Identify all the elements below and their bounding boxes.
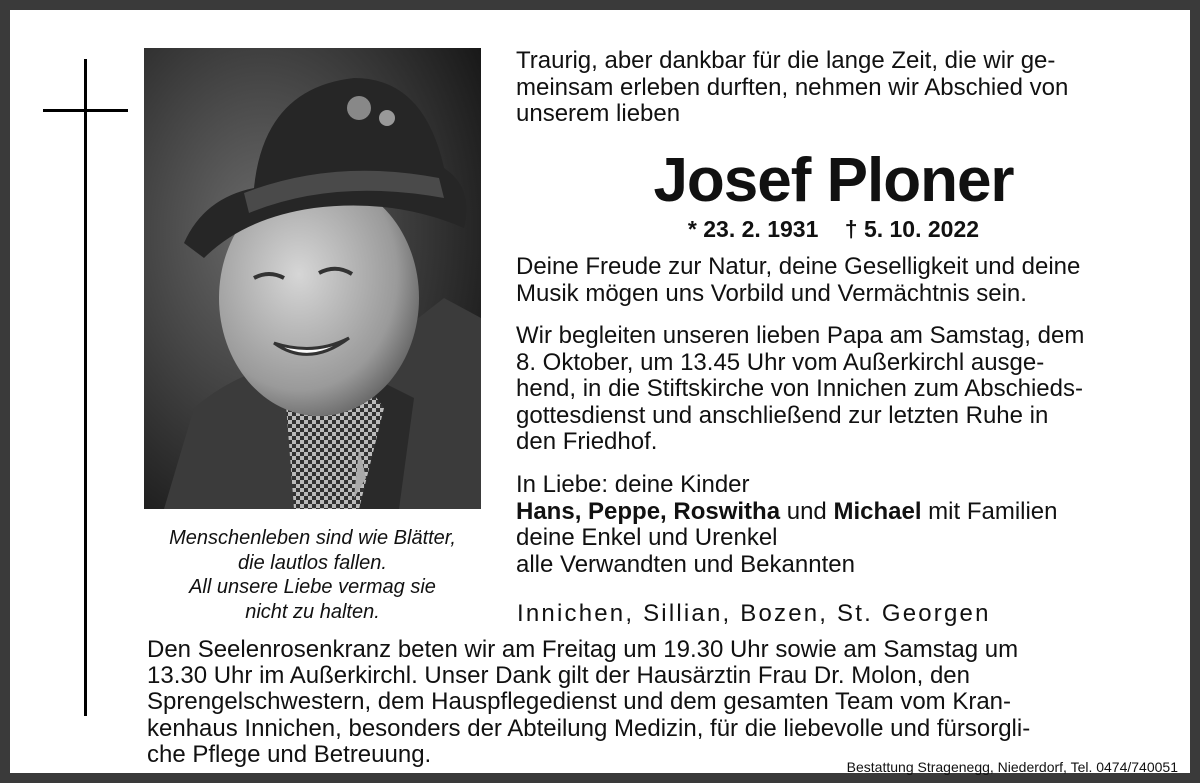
cross-icon-bar [43,109,128,112]
cross-icon [84,59,87,716]
birth-date: * 23. 2. 1931 [687,216,819,242]
funeral-line: gottesdienst und anschließend zur letzten Ruhe in [516,401,1049,429]
funeral-line: 8. Oktober, um 13.45 Uhr vom Außerkirchl ausge- [516,348,1045,376]
intro-line: meinsam erleben durften, nehmen wir Abschied von [516,73,1069,101]
funeral-home-footer: Bestattung Stragenegg, Niederdorf, Tel. 0474/740051 [846,759,1178,775]
tribute-line: Musik mögen uns Vorbild und Vermächtnis sein. [516,279,1027,307]
quote-line: die lautlos fallen. [238,551,387,574]
children-names: Hans, Peppe, Roswitha [516,497,781,525]
obituary-card [10,10,1190,773]
places: Innichen, Sillian, Bozen, St. Georgen [517,600,991,627]
thanks-line: Den Seelenrosenkranz beten wir am Freitag um 19.30 Uhr sowie am Samstag um [147,636,1019,663]
relatives-line: alle Verwandten und Bekannten [516,550,855,578]
death-date: † 5. 10. 2022 [844,216,980,242]
funeral-text [516,323,1084,456]
quote-line: nicht zu halten. [245,600,380,623]
quote-line: Menschenleben sind wie Blätter, [169,527,456,549]
und-word: und [780,497,834,525]
thanks-line: kenhaus Innichen, besonders der Abteilung Medizin, für die liebevolle und fürsorgli- [147,714,1031,742]
funeral-line: den Friedhof. [516,428,658,455]
portrait-photo [144,48,481,509]
thanks-line: 13.30 Uhr im Außerkirchl. Unser Dank gilt der Hausärztin Frau Dr. Molon, den [147,662,970,690]
quote [130,526,495,624]
thanks-line: Sprengelschwestern, dem Hauspflegedienst und dem gesamten Team vom Kran- [147,688,1012,716]
grandchildren-line: deine Enkel und Urenkel [516,524,778,551]
tribute-line: Deine Freude zur Natur, deine Geselligkeit und deine [516,253,1081,280]
funeral-line: hend, in die Stiftskirche von Innichen zum Abschieds- [516,375,1083,402]
funeral-line: Wir begleiten unseren lieben Papa am Samstag, dem [516,322,1085,349]
rosary-thanks-text [147,637,1030,768]
children-line [516,499,1058,526]
tribute-text [516,254,1080,307]
families-word: mit Familien [921,497,1058,525]
intro-line: unserem lieben [516,100,681,127]
quote-line: All unsere Liebe vermag sie [189,576,436,598]
intro-line: Traurig, aber dankbar für die lange Zeit, die wir ge- [516,47,1056,74]
life-dates [510,214,1157,244]
thanks-line: che Pflege und Betreuung. [147,740,432,768]
mourners-intro: In Liebe: deine Kinder [516,471,750,498]
deceased-name: Josef Ploner [653,146,1014,215]
intro-text [516,48,1068,128]
mourners-list [516,472,1058,578]
child-michael: Michael [833,497,922,525]
